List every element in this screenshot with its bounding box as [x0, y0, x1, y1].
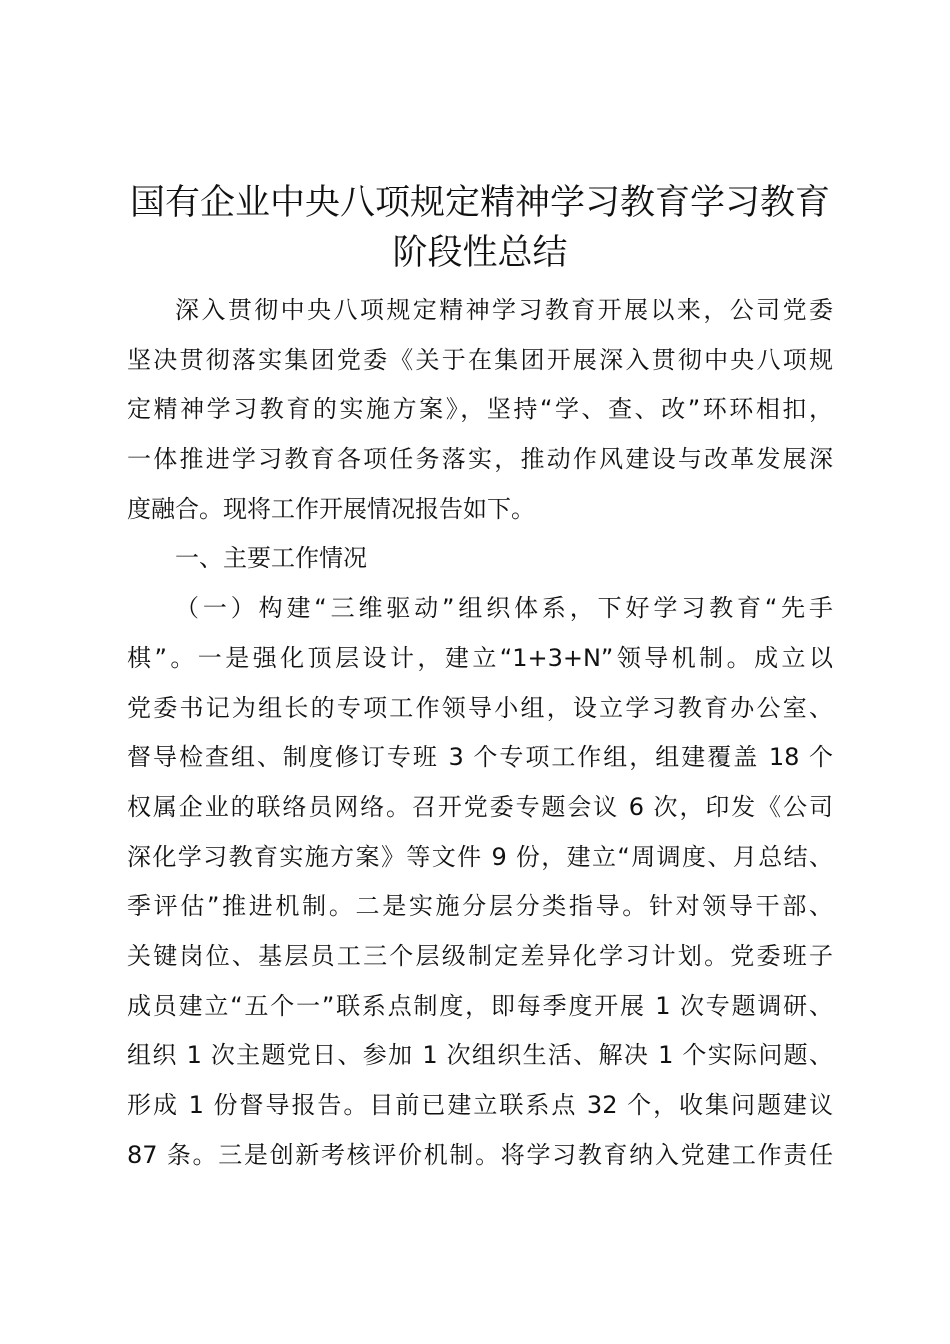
paragraph-line: 一体推进学习教育各项任务落实，推动作风建设与改革发展深 [127, 445, 833, 474]
section-heading: 一、主要工作情况 [175, 544, 367, 573]
intro-paragraph [127, 286, 833, 534]
paragraph-line: 87 条。三是创新考核评价机制。将学习教育纳入党建工作责任 [127, 1140, 833, 1169]
document-title [127, 178, 833, 278]
paragraph-line: 深化学习教育实施方案》等文件 9 份，建立“周调度、月总结、 [127, 842, 833, 871]
paragraph-line: 坚决贯彻落实集团党委《关于在集团开展深入贯彻中央八项规 [127, 345, 833, 374]
section1-paragraph [127, 584, 833, 1180]
paragraph-line: 关键岗位、基层员工三个层级制定差异化学习计划。党委班子 [127, 941, 833, 970]
document-body [127, 286, 833, 1180]
title-line-1: 国有企业中央八项规定精神学习教育学习教育 [129, 183, 830, 223]
paragraph-line: 督导检查组、制度修订专班 3 个专项工作组，组建覆盖 18 个 [127, 743, 833, 772]
paragraph-line: 度融合。现将工作开展情况报告如下。 [127, 494, 535, 523]
paragraph-line: 深入贯彻中央八项规定精神学习教育开展以来，公司党委 [175, 296, 833, 324]
paragraph-line: 党委书记为组长的专项工作领导小组，设立学习教育办公室、 [127, 693, 833, 722]
paragraph-line: 成员建立“五个一”联系点制度，即每季度开展 1 次专题调研、 [127, 991, 833, 1020]
paragraph-line: 权属企业的联络员网络。召开党委专题会议 6 次，印发《公司 [127, 792, 833, 821]
paragraph-line: 定精神学习教育的实施方案》，坚持“学、查、改”环环相扣， [127, 395, 833, 424]
title-line-2: 阶段性总结 [392, 233, 568, 273]
paragraph-line: 形成 1 份督导报告。目前已建立联系点 32 个，收集问题建议 [127, 1091, 833, 1119]
paragraph-line: （一）构建“三维驱动”组织体系，下好学习教育“先手 [175, 594, 833, 623]
paragraph-line: 季评估”推进机制。二是实施分层分类指导。针对领导干部、 [127, 892, 833, 921]
paragraph-line: 棋”。一是强化顶层设计，建立“1+3+N”领导机制。成立以 [127, 643, 833, 672]
document-page [127, 178, 833, 1180]
paragraph-line: 组织 1 次主题党日、参加 1 次组织生活、解决 1 个实际问题、 [127, 1041, 833, 1070]
